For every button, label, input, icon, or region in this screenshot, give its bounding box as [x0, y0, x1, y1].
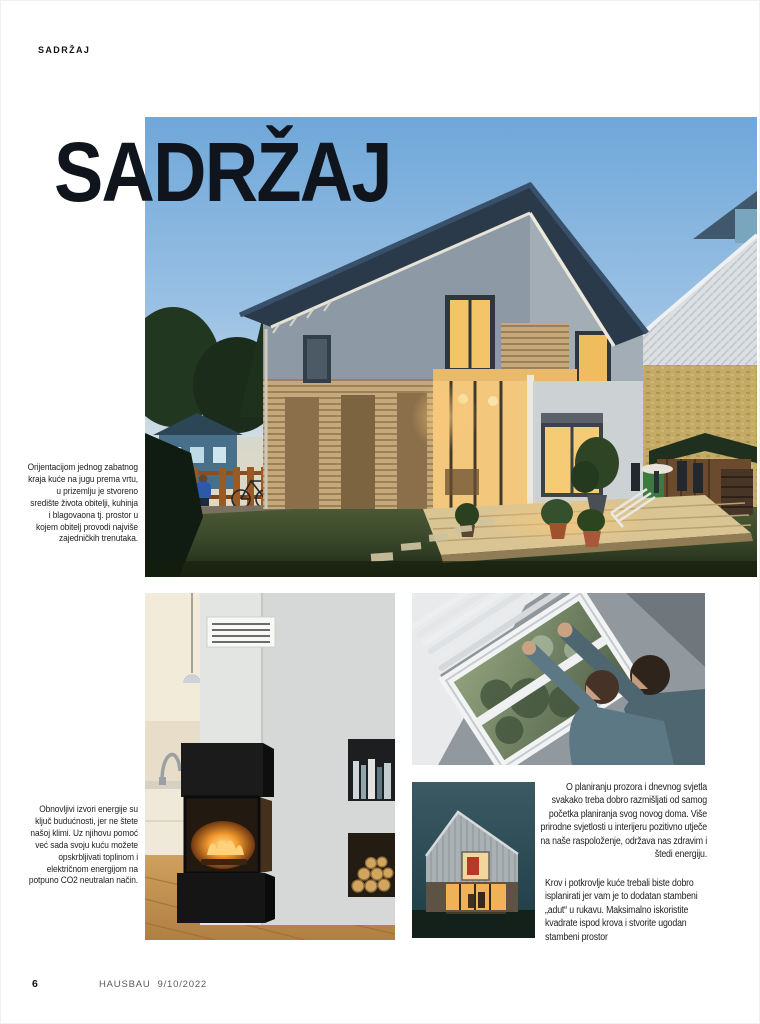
ground-floor: [426, 882, 518, 912]
caption-daylight: O planiranju prozora i dnevnog svjetla svakako treba dobro razmišljati od samog početka planiranja svog novog doma. Više prirodne svjetlosti u interijeru pozitivno utječe na naše raspoloženje, održava nas zdravim i štedi energiju.: [540, 782, 707, 861]
foreground-shadow: [145, 561, 757, 577]
page-title: SADRŽAJ: [54, 125, 391, 219]
dark-lawn: [412, 910, 535, 938]
section-kicker: SADRŽAJ: [38, 45, 91, 55]
book-niche: [348, 739, 395, 801]
page-number: 6: [32, 978, 38, 990]
upper-window: [462, 852, 489, 880]
magazine-name: HAUSBAU: [99, 979, 151, 990]
magazine-footer-line: [99, 979, 214, 990]
fireplace-unit: [177, 743, 275, 923]
caption-roof: Krov i potkrovlje kuće trebali biste dobro isplanirati jer vam je to dodatan stambeni „adut“ u rukavu. Maksimalno iskoristite kvadrate ispod krova i stvorite ugodan stambeni prostor: [545, 878, 698, 943]
vent-grille: [207, 617, 275, 647]
barn-house-illustration: [412, 782, 535, 938]
roof-window-illustration: [412, 593, 705, 765]
caption-main-house: Orijentacijom jednog zabatnog kraja kuće na jugu prema vrtu, u prizemlju je stvoreno središte života obitelji, kuhinja i blagovaona tj. prostor u kojem obitelj provodi najviše zajedničkih trenutaka.: [27, 462, 139, 545]
caption-energy: Obnovljivi izvori energije su ključ budućnosti, jer ne štete našoj klimi. Uz njihovu pomoć već sada svoju kuću možete opskrbljivati toplinom i električnom energijom na potpuno CO2 neutralan način.: [28, 804, 139, 887]
fireplace-photo: [145, 593, 395, 940]
magazine-issue: 9/10/2022: [157, 979, 207, 990]
fireplace-illustration: [145, 593, 395, 940]
skylight-photo: [412, 593, 705, 765]
page-footer: [0, 978, 760, 998]
light-reflection: [446, 910, 506, 914]
firewood-niche: [348, 833, 395, 897]
barn-house-photo: [412, 782, 535, 938]
